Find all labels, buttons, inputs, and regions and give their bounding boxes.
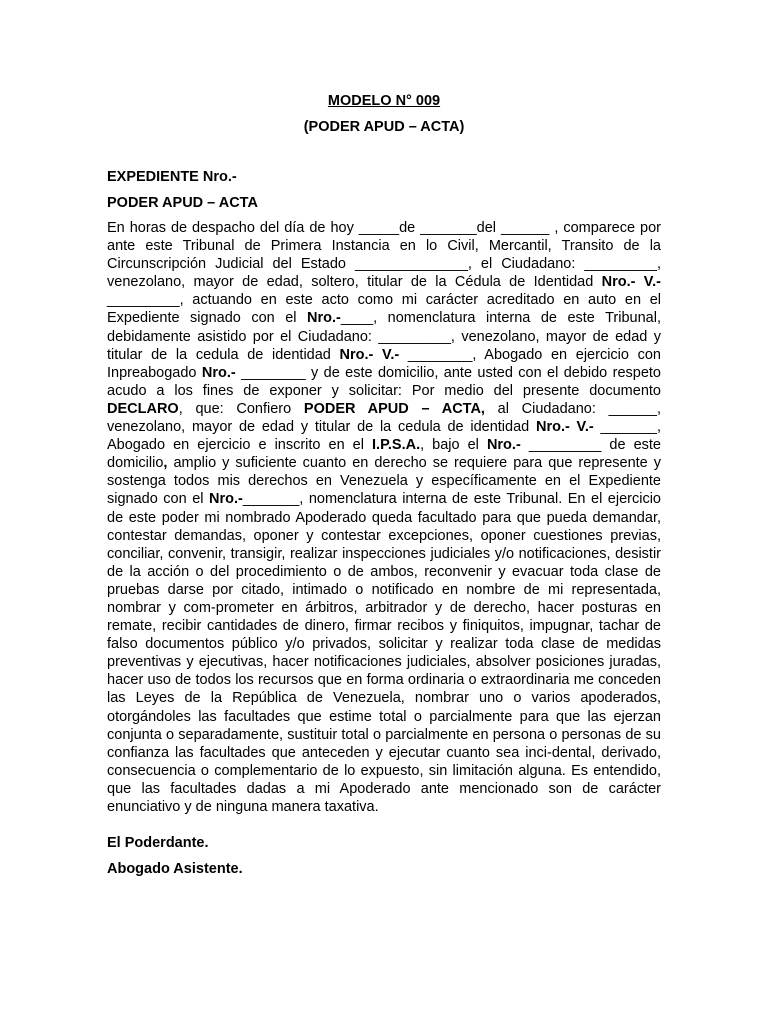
signature-abogado-asistente: Abogado Asistente. [107, 861, 243, 877]
body-bold-run: Nro.- [307, 310, 341, 327]
body-text-run: _______, nomenclatura interna de este Tribunal. En el ejercicio de este poder mi nombrado Apoderado queda facultado para que pueda demandar, contestar demandas, oponer y contestar excepciones, oponer cuestiones previas, conciliar, convenir, transigir, realizar inspecciones judiciales y/o notificaciones, desistir de la acción o del procedimiento o de ambos, reconvenir y evacuar toda clase de pruebas darse por citado, intimado o notificado en nombre de mi representada, nombrar y com-prometer en árbitros, arbitrador y de derecho, hacer posturas en remate, recibir cantidades de dinero, firmar recibos y finiquitos, impugnar, tachar de falso documentos público y/o privados, solicitar y realizar toda clase de medidas preventivas y ejecutivas, hacer notificaciones judiciales, absolver posiciones juradas, hacer uso de todos los recursos que en forma ordinaria o extraordinaria me conceden las Leyes de la República de Venezuela, nombrar uno o varios apoderados, otorgándoles las facultades que estime total o parcialmente para que las ejerzan conjunta o separadamente, sustituir total o parcialmente en persona o personas de su confianza las facultades que anteceden y ejecutar cuanto sea inci-dental, derivado, consecuencia o complementario de lo expuesto, sin limitación alguna. Es entendido, que las facultades dadas a mi Apoderado ante mencionado son de carácter enunciativo y de ninguna manera taxativa. [107, 491, 661, 815]
body-bold-run: Nro.- [201, 364, 236, 381]
body-text-run: , que: Confiero [178, 400, 304, 417]
body-bold-run: Nro.- [209, 491, 243, 508]
body-bold-run: , [163, 455, 168, 472]
body-bold-run: Nro.- V.- [535, 419, 594, 436]
body-text-run: ________ y de este domicilio, ante usted con el debido respeto acudo a los fines de exponer y solicitar: Por medio del presente documento [107, 364, 661, 399]
body-text-run: En horas de despacho del día de hoy _____de _______del ______ , comparece por ante este Tribunal de Primera Instancia en lo Civil, Mercantil, Transito de la Circunscripción Judicial del Estado ______________, el Ciudadano: _________, venezolano, mayor de edad, soltero, titular de la Cédula de Identidad [107, 220, 661, 291]
body-bold-run: Nro.- [486, 437, 521, 454]
body-paragraph [107, 219, 661, 816]
body-text-run: _______, Abogado en ejercicio e inscrito en el [107, 419, 661, 454]
document-subtitle: (PODER APUD – ACTA) [303, 119, 465, 135]
body-bold-run: Nro.- V.- [339, 346, 400, 363]
body-text-run: _________ de este domicilio [107, 437, 661, 472]
body-bold-run: Nro.- V.- [601, 274, 661, 291]
body-text-run: ________, Abogado en ejercicio con Inpreabogado [107, 346, 661, 381]
signature-poderdante: El Poderdante. [107, 835, 209, 851]
body-bold-run: I.P.S.A. [372, 437, 421, 454]
body-text-run: amplio y suficiente cuanto en derecho se requiere para que represente y sostenga todos mis derechos en Venezuela y específicamente en el Expediente signado con el [107, 455, 661, 508]
body-text-run: al Ciudadano: ______, venezolano, mayor de edad y titular de la cedula de identidad [107, 400, 661, 436]
body-text-run: , bajo el [420, 437, 487, 454]
section-heading: PODER APUD – ACTA [107, 195, 258, 211]
body-bold-run: PODER APUD – ACTA, [303, 400, 485, 417]
body-text-run: ____, nomenclatura interna de este Tribunal, debidamente asistido por el Ciudadano: _________, venezolano, mayor de edad y titular de la cedula de identidad [107, 310, 661, 363]
body-text-run: _________, actuando en este acto como mi carácter acreditado en auto en el Expediente signado con el [107, 292, 661, 327]
body-bold-run: DECLARO [107, 400, 179, 417]
document-title: MODELO N° 009 [327, 93, 441, 109]
expediente-label: EXPEDIENTE Nro.- [107, 169, 237, 185]
